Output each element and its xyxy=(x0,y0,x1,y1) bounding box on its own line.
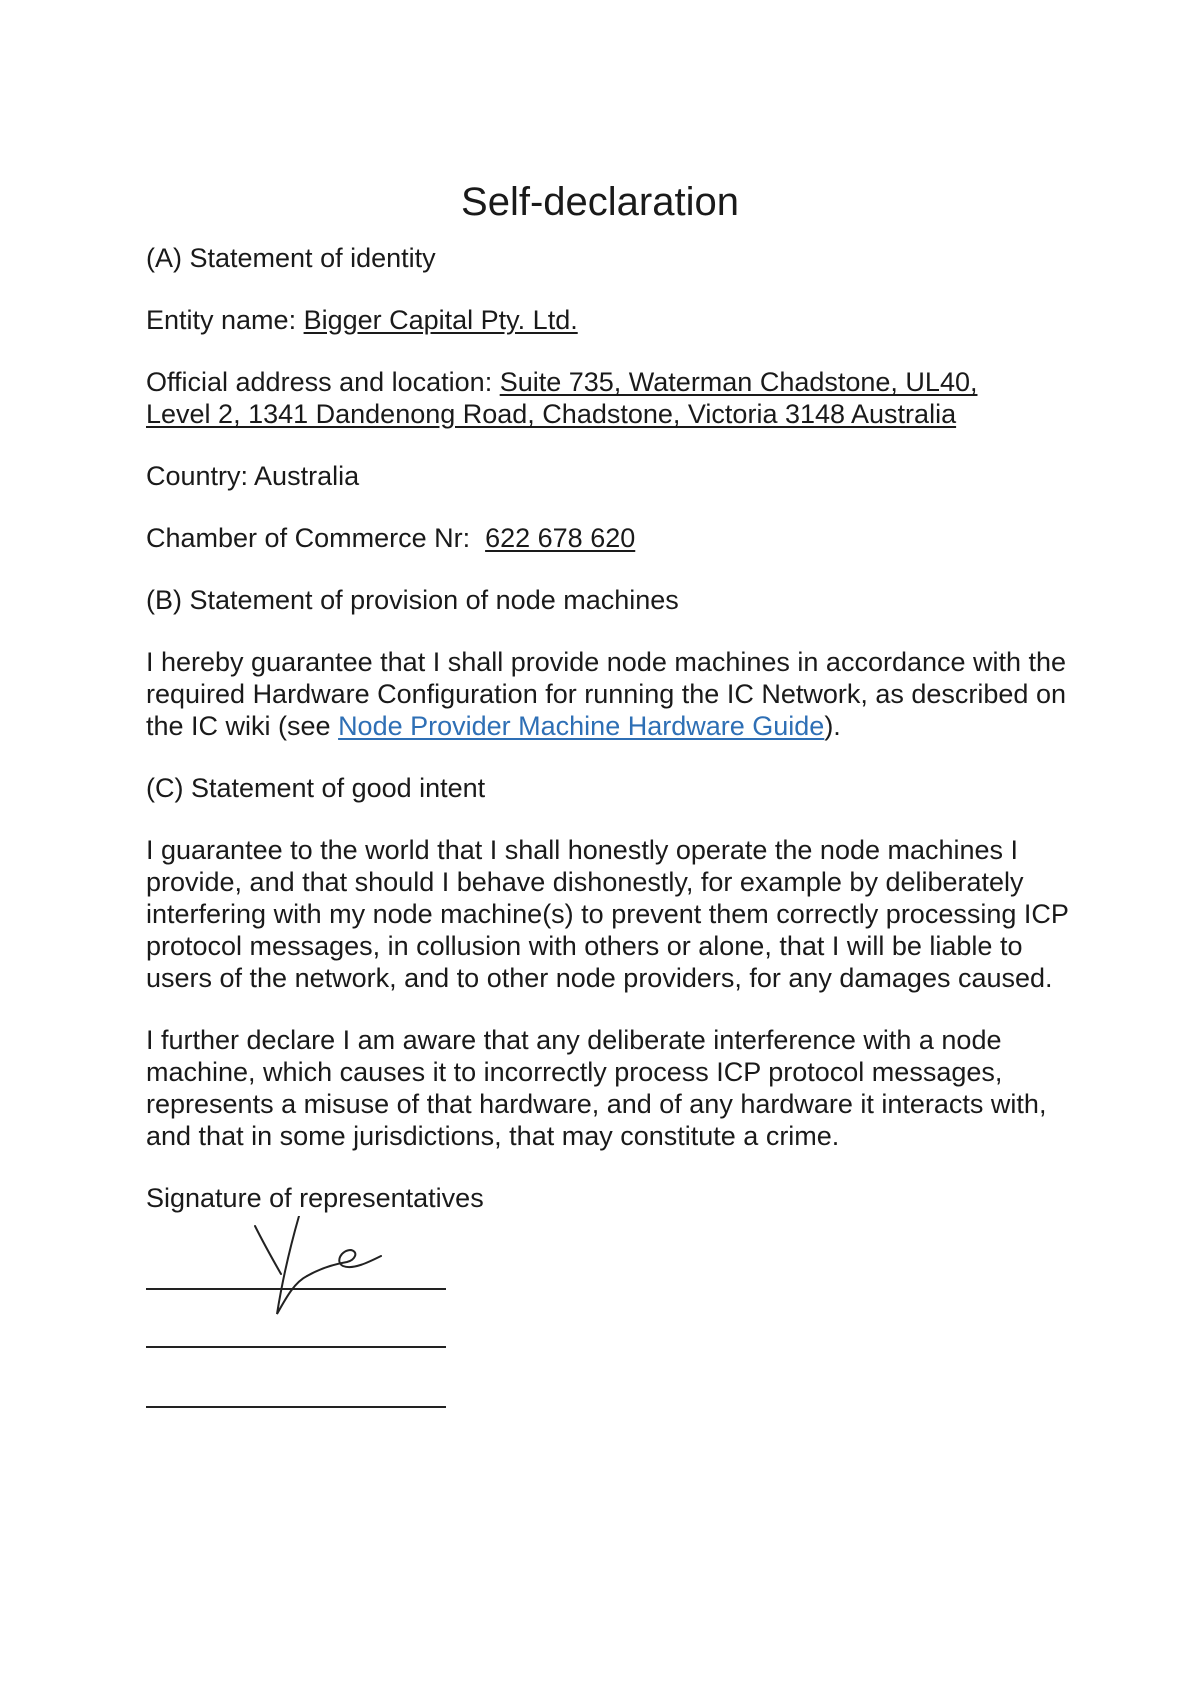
section-c-heading: (C) Statement of good intent xyxy=(146,773,486,803)
chamber-label: Chamber of Commerce Nr: xyxy=(146,523,486,553)
chamber-row xyxy=(146,522,1076,554)
entity-name-row xyxy=(146,304,1076,336)
section-b-heading: (B) Statement of provision of node machines xyxy=(146,585,679,615)
section-b-paragraph xyxy=(146,646,1076,742)
handwritten-signature xyxy=(251,1216,391,1326)
signature-label: Signature of representatives xyxy=(146,1183,484,1213)
entity-name-value: Bigger Capital Pty. Ltd. xyxy=(303,305,578,335)
signature-area xyxy=(146,1226,466,1426)
section-b-text-end: ). xyxy=(824,711,841,741)
address-value-line1: Suite 735, Waterman Chadstone, UL40, xyxy=(499,367,978,397)
section-a-heading: (A) Statement of identity xyxy=(146,243,436,273)
address-label: Official address and location: xyxy=(146,367,500,397)
signature-line-3 xyxy=(146,1406,446,1408)
hardware-guide-link[interactable]: Node Provider Machine Hardware Guide xyxy=(338,711,825,741)
entity-name-label: Entity name: xyxy=(146,305,304,335)
section-b-text: I hereby guarantee that I shall provide node machines in accordance with the required Hardware Configuration for running the IC Network, as described on the IC wiki (see xyxy=(146,647,1067,741)
section-c-paragraph-1: I guarantee to the world that I shall honestly operate the node machines I provide, and that should I behave dishonestly, for example by deliberately interfering with my node machine(s) to prevent them correctly processing ICP protocol messages, in collusion with others or alone, that I will be liable to users of the network, and to other node providers, for any damages caused. xyxy=(146,835,1069,993)
signature-line-2 xyxy=(146,1346,446,1348)
section-c-paragraph-2: I further declare I am aware that any deliberate interference with a node machine, which causes it to incorrectly process ICP protocol messages, represents a misuse of that hardware, and of any hardware it interacts with, and that in some jurisdictions, that may constitute a crime. xyxy=(146,1025,1047,1151)
address-row xyxy=(146,366,1076,430)
address-value-line2: Level 2, 1341 Dandenong Road, Chadstone, Victoria 3148 Australia xyxy=(146,399,957,429)
country-row: Country: Australia xyxy=(146,461,360,491)
document-body xyxy=(146,242,1076,1426)
chamber-number: 622 678 620 xyxy=(485,523,636,553)
document-title: Self-declaration xyxy=(461,180,739,224)
